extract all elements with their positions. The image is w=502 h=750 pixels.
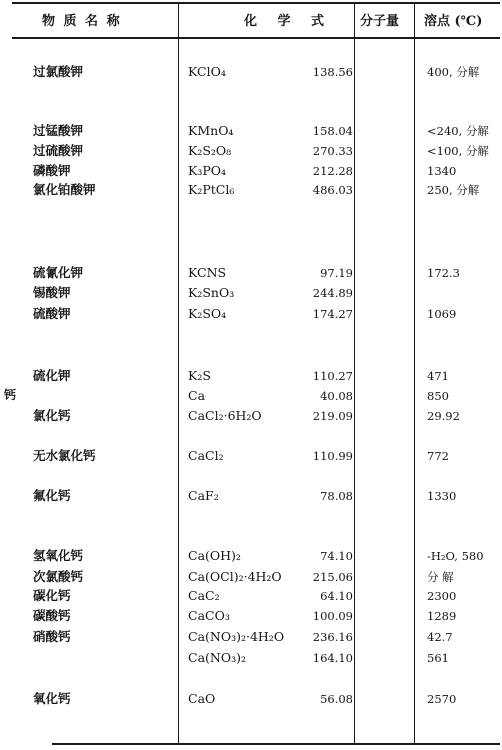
chemical-formula: Ca(OH)₂ bbox=[188, 548, 241, 563]
molecular-weight: 158.04 bbox=[312, 124, 353, 138]
substance-name: 氢氧化钙 bbox=[33, 548, 84, 563]
chemical-formula: CaO bbox=[188, 691, 216, 706]
melting-point: 400, 分解 bbox=[427, 65, 480, 79]
table-row bbox=[0, 648, 502, 668]
substance-name: 过氯酸钾 bbox=[33, 64, 84, 79]
table-row bbox=[0, 486, 502, 506]
molecular-weight: 215.06 bbox=[312, 570, 353, 584]
table-row bbox=[0, 304, 502, 324]
header-bottom-border bbox=[12, 37, 500, 39]
header-melting-point: 溶点 (℃) bbox=[424, 14, 483, 29]
substance-name: 锡酸钾 bbox=[33, 285, 71, 300]
melting-point: 1289 bbox=[427, 609, 457, 623]
table-row bbox=[0, 627, 502, 647]
table-row bbox=[0, 141, 502, 161]
substance-name: 过硫酸钾 bbox=[33, 143, 84, 158]
substance-name: 氯化铂酸钾 bbox=[33, 182, 96, 197]
substance-name: 硝酸钙 bbox=[33, 629, 71, 644]
substance-name: 硫化钾 bbox=[33, 368, 71, 383]
table-row bbox=[0, 386, 502, 406]
substance-name: 氧化钙 bbox=[33, 691, 71, 706]
substance-name: 氯化钙 bbox=[33, 408, 71, 423]
substance-name: 氟化钙 bbox=[33, 488, 71, 503]
substance-name: 无水氯化钙 bbox=[33, 448, 96, 463]
melting-point: 772 bbox=[427, 449, 449, 463]
table-row bbox=[0, 446, 502, 466]
molecular-weight: 97.19 bbox=[320, 266, 353, 280]
melting-point: 1069 bbox=[427, 307, 457, 321]
substance-name: 次氯酸钙 bbox=[33, 569, 84, 584]
table-row bbox=[0, 689, 502, 709]
molecular-weight: 174.27 bbox=[312, 307, 353, 321]
chemical-formula: Ca(NO₃)₂·4H₂O bbox=[188, 629, 285, 644]
table-row bbox=[0, 406, 502, 426]
chemical-formula: CaCO₃ bbox=[188, 608, 230, 623]
chemical-formula: KClO₄ bbox=[188, 64, 226, 79]
header-name: 物 质 名 称 bbox=[42, 14, 120, 29]
molecular-weight: 486.03 bbox=[312, 183, 353, 197]
substance-name: 硫氰化钾 bbox=[33, 265, 84, 280]
top-border bbox=[12, 2, 500, 4]
header-molecular-weight: 分子量 bbox=[360, 14, 400, 29]
chemical-formula: CaF₂ bbox=[188, 488, 219, 503]
bottom-border bbox=[52, 743, 500, 745]
substance-name: 磷酸钾 bbox=[33, 163, 71, 178]
chemical-formula: KMnO₄ bbox=[188, 123, 234, 138]
melting-point: 1330 bbox=[427, 489, 457, 503]
melting-point: 分 解 bbox=[427, 570, 454, 584]
melting-point: 2570 bbox=[427, 692, 457, 706]
melting-point: 29.92 bbox=[427, 409, 460, 423]
chemical-formula: K₂S₂O₈ bbox=[188, 143, 232, 158]
melting-point: 561 bbox=[427, 651, 449, 665]
chemical-formula: CaC₂ bbox=[188, 588, 220, 603]
molecular-weight: 138.56 bbox=[312, 65, 353, 79]
molecular-weight: 110.99 bbox=[312, 449, 353, 463]
table-row bbox=[0, 366, 502, 386]
molecular-weight: 64.10 bbox=[320, 589, 353, 603]
molecular-weight: 236.16 bbox=[312, 630, 353, 644]
molecular-weight: 74.10 bbox=[320, 549, 353, 563]
molecular-weight: 219.09 bbox=[312, 409, 353, 423]
molecular-weight: 270.33 bbox=[312, 144, 353, 158]
molecular-weight: 164.10 bbox=[312, 651, 353, 665]
chemical-formula: Ca(OCl)₂·4H₂O bbox=[188, 569, 282, 584]
molecular-weight: 244.89 bbox=[312, 286, 353, 300]
chemical-formula: CaCl₂ bbox=[188, 448, 224, 463]
molecular-weight: 100.09 bbox=[312, 609, 353, 623]
molecular-weight: 56.08 bbox=[320, 692, 353, 706]
chemical-formula: K₂PtCl₆ bbox=[188, 182, 235, 197]
chemical-formula: CaCl₂·6H₂O bbox=[188, 408, 262, 423]
melting-point: <100, 分解 bbox=[427, 144, 489, 158]
group-label-calcium: 钙 bbox=[4, 388, 17, 402]
table-row bbox=[0, 62, 502, 82]
melting-point: 172.3 bbox=[427, 266, 460, 280]
melting-point: -H₂O, 580 bbox=[427, 549, 484, 563]
table-row bbox=[0, 161, 502, 181]
chemical-formula: K₂S bbox=[188, 368, 211, 383]
melting-point: <240, 分解 bbox=[427, 124, 489, 138]
table-row bbox=[0, 121, 502, 141]
table-row bbox=[0, 283, 502, 303]
molecular-weight: 110.27 bbox=[312, 369, 353, 383]
table-row bbox=[0, 567, 502, 587]
table-row bbox=[0, 586, 502, 606]
table-row bbox=[0, 180, 502, 200]
melting-point: 250, 分解 bbox=[427, 183, 480, 197]
chemical-formula: K₂SnO₃ bbox=[188, 285, 235, 300]
substance-name: 碳酸钙 bbox=[33, 608, 71, 623]
melting-point: 471 bbox=[427, 369, 449, 383]
table-row bbox=[0, 263, 502, 283]
melting-point: 850 bbox=[427, 389, 449, 403]
melting-point: 2300 bbox=[427, 589, 457, 603]
chemical-formula: K₃PO₄ bbox=[188, 163, 227, 178]
header-formula: 化 学 式 bbox=[244, 14, 325, 29]
substance-name: 硫酸钾 bbox=[33, 306, 71, 321]
chemical-formula: K₂SO₄ bbox=[188, 306, 227, 321]
molecular-weight: 78.08 bbox=[320, 489, 353, 503]
melting-point: 1340 bbox=[427, 164, 457, 178]
chemical-formula: Ca(NO₃)₂ bbox=[188, 650, 246, 665]
chemical-formula: KCNS bbox=[188, 265, 227, 280]
table-row bbox=[0, 606, 502, 626]
substance-name: 碳化钙 bbox=[33, 588, 71, 603]
table-row bbox=[0, 546, 502, 566]
molecular-weight: 212.28 bbox=[312, 164, 353, 178]
chemical-formula: Ca bbox=[188, 388, 206, 403]
substance-name: 过锰酸钾 bbox=[33, 123, 84, 138]
molecular-weight: 40.08 bbox=[320, 389, 353, 403]
melting-point: 42.7 bbox=[427, 630, 453, 644]
